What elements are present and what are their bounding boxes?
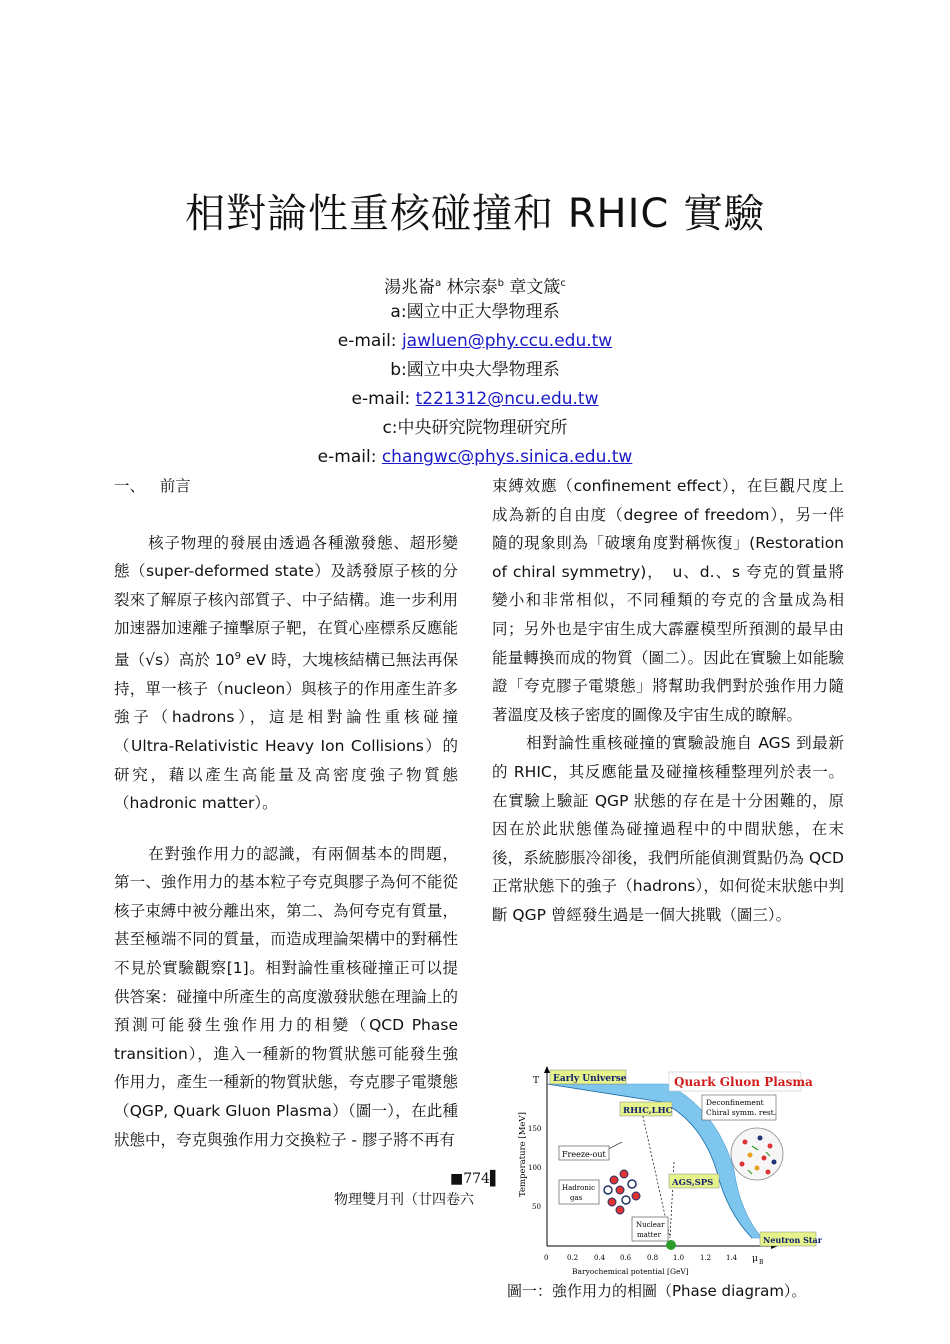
gas-text: gas — [570, 1194, 583, 1202]
x-tick-label: 0.6 — [620, 1254, 632, 1262]
early-universe-text: Early Universe — [553, 1074, 627, 1084]
freeze-out-text: Freeze-out — [562, 1150, 606, 1159]
affiliation-b: b:國立中央大學物理系 — [390, 360, 560, 380]
page-number: ■774▌ — [450, 1171, 501, 1187]
email-prefix: e-mail: — [317, 447, 382, 467]
trajectory-line — [670, 1162, 674, 1238]
right-column — [492, 472, 844, 930]
paragraph-confinement: 束縛效應（confinement effect），在巨觀尺度上成為新的自由度（degree of freedom），另一伴隨的現象則為「破壞角度對稱恢復」(Restoration of chiral symmetry)， u、d.、s 夸克的質量將變小和非常相似，不同種類的夸克的含量成為相同；另外也是宇宙生成大霹靂模型所預測的最早由能量轉換而成的物質（圖二）。因此在實驗上如能驗證「夸克膠子電漿態」將幫助我們對於強作用力隨著溫度及核子密度的圖像及宇宙生成的瞭解。 — [492, 477, 844, 724]
nuclear-matter-dot — [666, 1240, 676, 1250]
paragraph-strong-force: 在對強作用力的認識，有兩個基本的問題，第一、強作用力的基本粒子夸克與膠子為何不能從核子束縛中被分離出來，第二、為何夸克有質量，甚至極端不同的質量，而造成理論架構中的對稱性不見於實驗觀察[1]。相對論性重核碰撞正可以提供答案：碰撞中所產生的高度激發狀態在理論上的預測可能發生強作用力的相變（QCD Phase transition），進入一種新的物質狀態可能發生強作用力，產生一種新的物質狀態，夸克膠子電漿態（QGP, Quark Gluon Plasma）（圖一），在此種狀態中，夸克與強作用力交換粒子 - 膠子將不再有 — [114, 844, 458, 1149]
y-axis-title: Temperature [MeV] — [518, 1112, 528, 1197]
author-b: 林宗泰 — [446, 277, 498, 298]
email-c-link[interactable]: changwc@phys.sinica.edu.tw — [381, 447, 633, 467]
nuclear-text: Nuclear — [636, 1221, 665, 1229]
author-c-sup: c — [560, 278, 566, 289]
section-heading — [114, 472, 458, 501]
email-a-line — [0, 327, 950, 355]
affiliation-a: a:國立中正大學物理系 — [390, 302, 560, 322]
neutron-star-text: Neutron Star — [763, 1235, 822, 1245]
deconfinement-text: Deconfinement — [706, 1098, 764, 1107]
authors-line — [0, 270, 950, 302]
qgp-soup-icon — [731, 1128, 783, 1180]
author-a-sup: a — [435, 278, 442, 289]
paper-title: 相對論性重核碰撞和 RHIC 實驗 — [184, 191, 766, 237]
section-title: 前言 — [159, 477, 191, 495]
paragraph-facilities: 相對論性重核碰撞的實驗設施自 AGS 到最新的 RHIC，其反應能量及碰撞核種整理列於表一。在實驗上驗証 QGP 狀態的存在是十分困難的，原因在於此狀態僅為碰撞過程中的中間狀態，在末後，系統膨脹冷卻後，我們所能偵測質點仍為 QCD 正常狀態下的強子（hadrons），如何從末狀態中判斷 QGP 曾經發生過是一個大挑戰（圖三）。 — [492, 734, 844, 924]
qgp-label — [669, 1072, 813, 1091]
nuclear-matter-box — [632, 1217, 668, 1241]
email-c-line — [0, 443, 950, 471]
paragraph-intro — [114, 529, 458, 818]
ags-text: AGS,SPS — [672, 1178, 714, 1188]
x-tick-label: 1.4 — [726, 1254, 738, 1262]
neutron-star-label — [760, 1232, 823, 1246]
x-tick-label: 0.2 — [567, 1254, 579, 1262]
author-b-sup: b — [497, 278, 504, 289]
affiliation-c: c:中央研究院物理研究所 — [382, 418, 568, 438]
paragraph-text: eV 時，大塊核結構已無法再保持，單一核子（nucleon）與核子的作用產生許多強子（hadrons），這是相對論性重核碰撞（Ultra-Relativistic Heavy Ion Collisions）的研究，藉以產生高能量及高密度強子物質態（hadronic matter）。 — [114, 651, 458, 813]
paragraph-text: 核子物理的發展由透過各種激發態、超形變態（super-deformed state）及誘發原子核的分裂來了解原子核內部質子、中子結構。進一步利用加速器加速離子撞擊原子靶，在質心座標系反應能量（√s）高於 10 — [114, 533, 458, 670]
y-axis-symbol: T — [533, 1076, 540, 1086]
chiral-text: Chiral symm. rest. — [706, 1108, 777, 1117]
rhic-label — [620, 1102, 673, 1116]
section-number: 一、 — [114, 477, 146, 495]
x-axis-title: Baryochemical potential [GeV] — [572, 1267, 689, 1276]
qgp-text: Quark Gluon Plasma — [674, 1075, 813, 1089]
figure-caption: 圖一：強作用力的相圖（Phase diagram）。 — [507, 1282, 807, 1300]
email-b-link[interactable]: t221312@ncu.edu.tw — [415, 389, 599, 409]
x-tick-label: 0 — [544, 1254, 549, 1262]
hadronic-text: Hadronic — [562, 1184, 595, 1192]
early-universe-label — [550, 1070, 627, 1084]
y-tick-label: 100 — [528, 1164, 542, 1172]
x-tick-label: 1.2 — [700, 1254, 712, 1262]
superscript: 9 — [234, 650, 242, 662]
y-axis-arrow — [544, 1066, 550, 1073]
freeze-out-box — [559, 1146, 609, 1160]
rhic-text: RHIC,LHC — [623, 1106, 673, 1116]
deconfinement-box — [702, 1095, 776, 1120]
matter-text: matter — [637, 1231, 661, 1239]
author-c: 章文箴 — [509, 277, 561, 298]
ags-label — [669, 1174, 719, 1188]
y-tick-label: 50 — [532, 1203, 541, 1211]
email-a-link[interactable]: jawluen@phy.ccu.edu.tw — [401, 331, 613, 351]
y-tick-label: 150 — [528, 1125, 542, 1133]
x-tick-label: 1.0 — [673, 1254, 685, 1262]
journal-name: 物理雙月刊（廿四卷六 — [334, 1192, 474, 1208]
x-tick-label: 0.8 — [647, 1254, 659, 1262]
hadronic-gas-box — [559, 1180, 599, 1204]
email-b-line — [0, 385, 950, 413]
x-axis-symbol: μ — [752, 1254, 758, 1264]
email-prefix: e-mail: — [351, 389, 416, 409]
author-a: 湯兆崙 — [384, 277, 436, 298]
phase-diagram-figure — [512, 1062, 822, 1284]
x-axis-symbol-sub: B — [759, 1259, 764, 1266]
email-prefix: e-mail: — [337, 331, 402, 351]
hadron-cluster-icon — [604, 1170, 640, 1214]
x-tick-label: 0.4 — [594, 1254, 606, 1262]
left-column — [114, 472, 458, 1154]
